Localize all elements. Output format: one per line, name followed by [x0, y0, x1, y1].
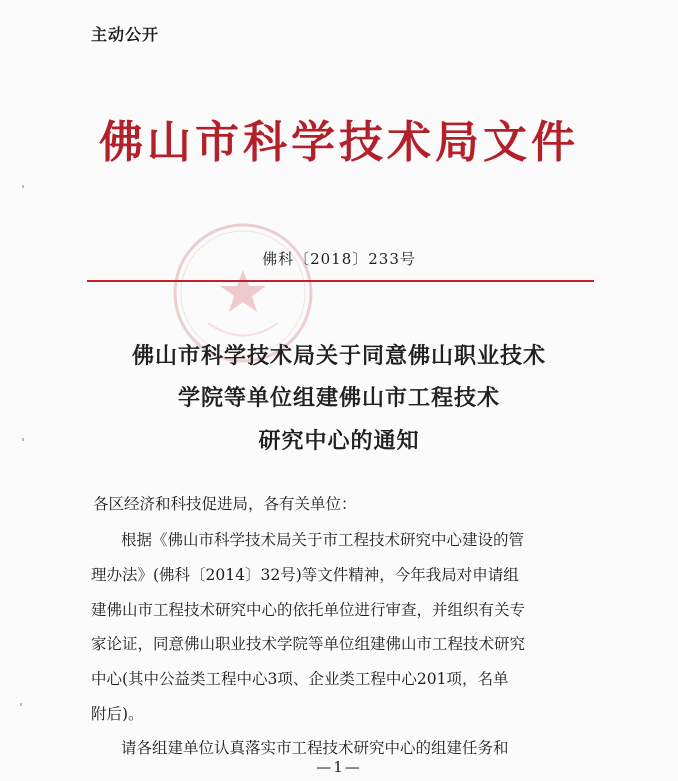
document-title-line-3: 研究中心的通知	[258, 428, 420, 454]
body-line-1: 根据《佛山市科学技术局关于市工程技术研究中心建设的管	[121, 531, 525, 549]
salutation: 各区经济和科技促进局，各有关单位：	[93, 495, 357, 513]
document-title-line-1: 佛山市科学技术局关于同意佛山职业技术	[131, 343, 546, 369]
body-line-2: 理办法》(佛科〔2014〕32号)等文件精神，今年我局对申请组	[91, 566, 519, 584]
body-line-6: 附后)。	[91, 705, 144, 723]
page-number: —1—	[316, 758, 362, 776]
body-line-5: 中心(其中公益类工程中心3项、企业类工程中心201项，名单	[91, 670, 509, 688]
scan-speck	[22, 185, 24, 188]
document-title-line-2: 学院等单位组建佛山市工程技术	[177, 385, 500, 411]
scan-speck	[20, 703, 22, 706]
disclosure-label: 主动公开	[91, 25, 160, 44]
red-divider-line	[87, 280, 594, 282]
document-number: 佛科〔2018〕233号	[262, 250, 416, 268]
body-line-4: 家论证，同意佛山职业技术学院等单位组建佛山市工程技术研究	[91, 635, 526, 653]
document-masthead: 佛山市科学技术局文件	[99, 117, 579, 168]
scan-speck	[22, 438, 24, 441]
body-line-7: 请各组建单位认真落实市工程技术研究中心的组建任务和	[121, 739, 509, 757]
body-line-3: 建佛山市工程技术研究中心的依托单位进行审查，并组织有关专	[91, 601, 526, 619]
